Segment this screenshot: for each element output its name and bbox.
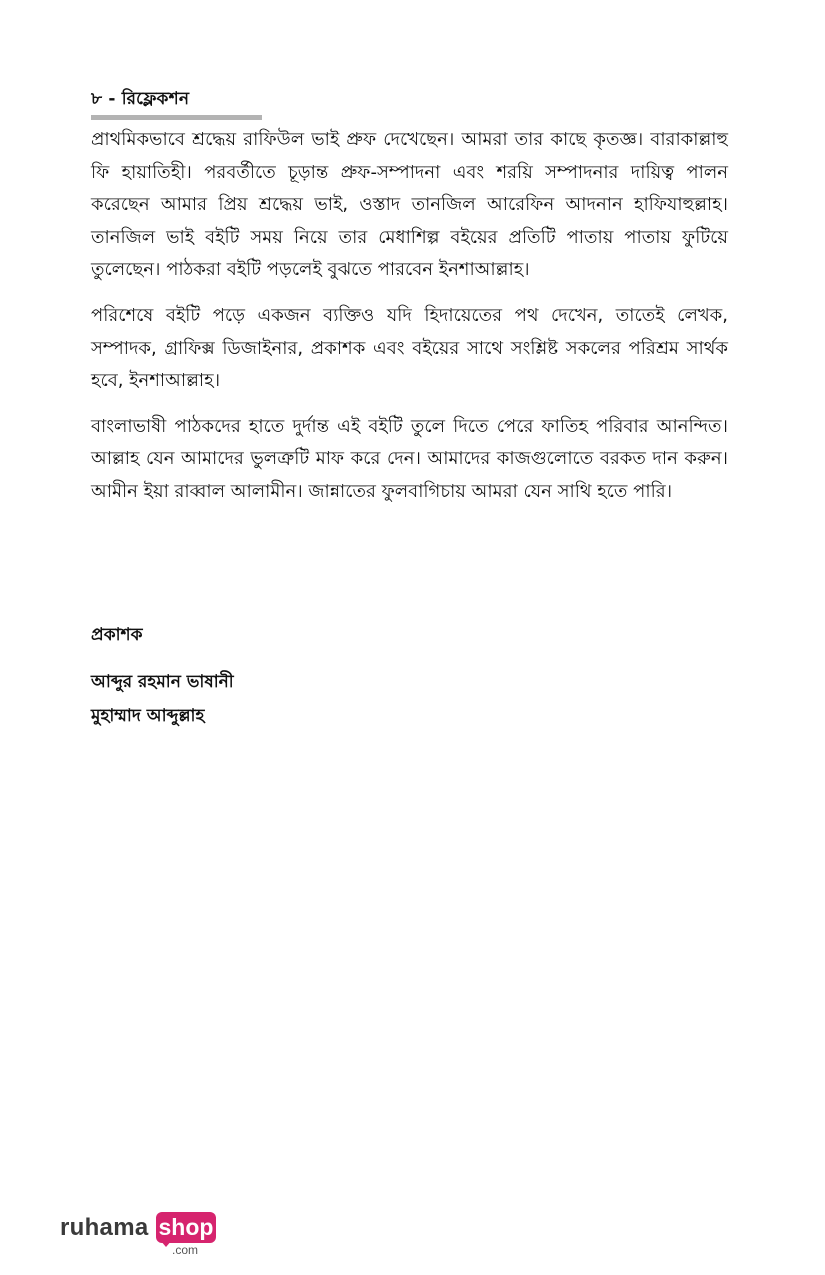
logo-text-com: .com	[172, 1243, 199, 1257]
logo-speech-tail	[160, 1240, 172, 1247]
publisher-name-2: মুহাম্মাদ আব্দুল্লাহ	[91, 706, 205, 726]
publisher-name-1: আব্দুর রহমান ভাষানী	[91, 672, 234, 692]
logo-text-shop: shop	[156, 1212, 216, 1243]
ruhamashop-logo	[60, 1212, 230, 1260]
page-header: ৮ - রিফ্লেকশন	[91, 89, 190, 109]
header-underline	[91, 115, 262, 120]
paragraph-thanks: বাংলাভাষী পাঠকদের হাতে দুর্দান্ত এই বইটি তুলে দিতে পেরে ফাতিহ পরিবার আনন্দিত। আল্লাহ যেন আমাদের ভুলত্রুটি মাফ করে দেন। আমাদের কাজগুলোতে বরকত দান করুন। আমীন ইয়া রাব্বাল আলামীন। জান্নাতের ফুলবাগিচায় আমরা যেন সাথি হতে পারি।	[91, 415, 728, 502]
paragraph-closing: পরিশেষে বইটি পড়ে একজন ব্যক্তিও যদি হিদায়েতের পথ দেখেন, তাতেই লেখক, সম্পাদক, গ্রাফিক্স ডিজাইনার, প্রকাশক এবং বইয়ের সাথে সংশ্লিষ্ট সকলের পরিশ্রম সার্থক হবে, ইনশাআল্লাহ।	[91, 304, 728, 392]
logo-text-ruhama: ruhama	[60, 1214, 149, 1241]
publisher-heading: প্রকাশক	[91, 625, 143, 645]
paragraph-acknowledgement: প্রাথমিকভাবে শ্রদ্ধেয় রাফিউল ভাই প্রুফ দেখেছেন। আমরা তার কাছে কৃতজ্ঞ। বারাকাল্লাহু ফি হায়াতিহী। পরবর্তীতে চূড়ান্ত প্রুফ-সম্পাদনা এবং শরয়ি সম্পাদনার দায়িত্ব পালন করেছেন আমার প্রিয় শ্রদ্ধেয় ভাই, ওস্তাদ তানজিল আরেফিন আদনান হাফিযাহুল্লাহ। তানজিল ভাই বইটি সময় নিয়ে তার মেধাশিল্প বইয়ের প্রতিটি পাতায় পাতায় ফুটিয়ে তুলেছেন। পাঠকরা বইটি পড়লেই বুঝতে পারবেন ইনশাআল্লাহ।	[91, 129, 728, 281]
body-text	[91, 124, 728, 522]
